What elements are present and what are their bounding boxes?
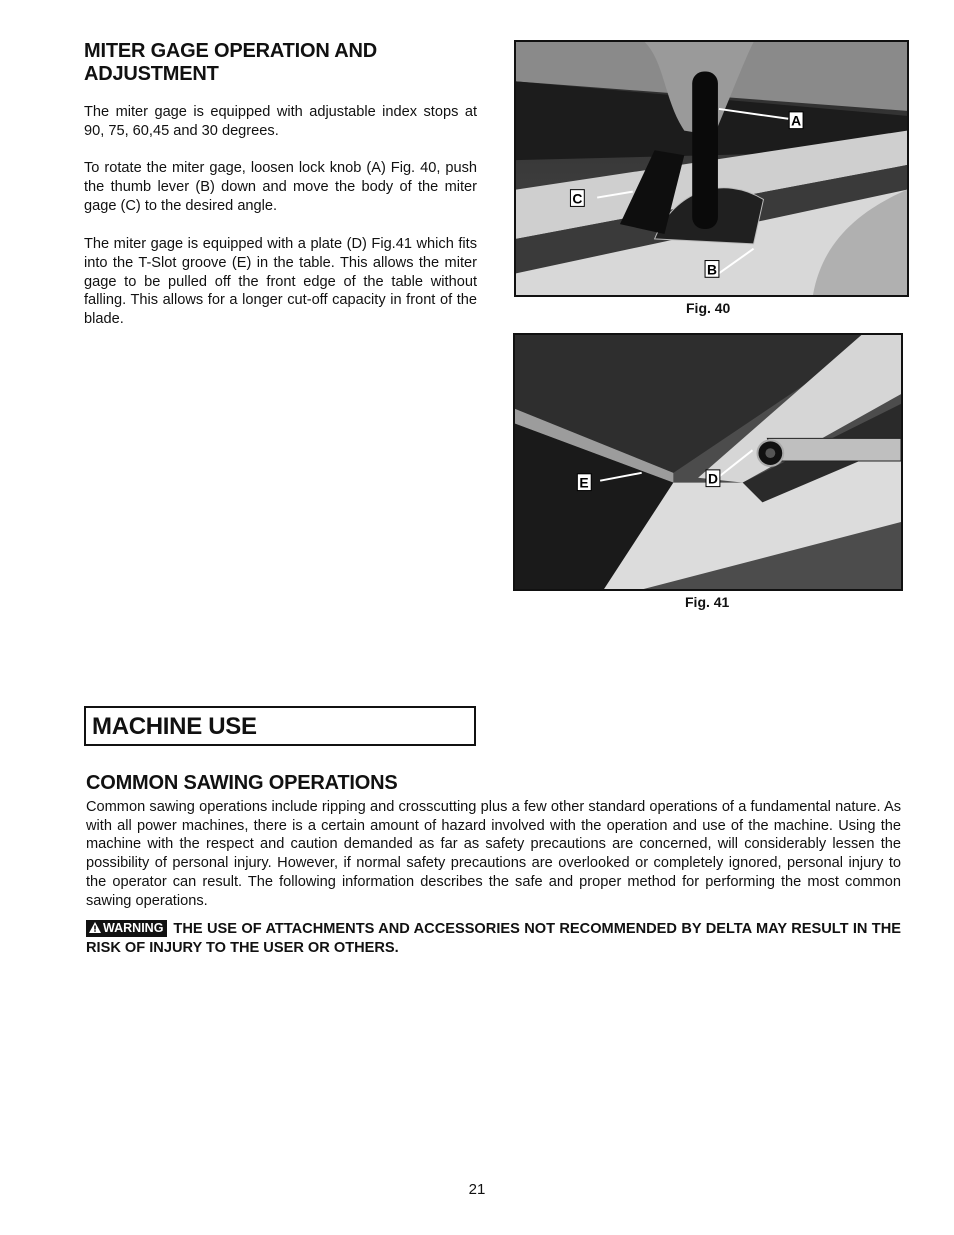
figure-40-caption: Fig. 40 xyxy=(686,300,731,316)
paragraph-index-stops: The miter gage is equipped with adjustable index stops at 90, 75, 60,45 and 30 degrees. xyxy=(84,104,477,139)
warning-block xyxy=(86,920,901,957)
section-heading-miter-gage: MITER GAGE OPERATION AND ADJUSTMENT xyxy=(84,40,377,85)
figure-41-photo xyxy=(513,333,903,591)
section-heading-common-sawing: COMMON SAWING OPERATIONS xyxy=(86,772,398,794)
figure-40-photo xyxy=(514,40,909,297)
machine-use-box xyxy=(84,706,476,746)
warning-triangle-icon xyxy=(89,922,101,933)
machine-use-title: MACHINE USE xyxy=(92,713,257,740)
warning-badge xyxy=(86,920,167,937)
paragraph-common-sawing: Common sawing operations include ripping and crosscutting plus a few other standard operations of a fundamental nature. As with all power machines, there is a certain amount of hazard involved with the operation and use of the machine. Using the machine with the respect and caution demanded as far as safety precautions are concerned, will considerably lessen the possibility of personal injury. However, if normal safety precautions are overlooked or completely ignored, personal injury to the operator can result. The following information describes the safe and proper method for performing the most common sawing operations. xyxy=(86,799,901,909)
warning-text: THE USE OF ATTACHMENTS AND ACCESSORIES NOT RECOMMENDED BY DELTA MAY RESULT IN THE RISK OF INJURY TO THE USER OR OTHERS. xyxy=(86,921,901,956)
warning-badge-label: WARNING xyxy=(103,921,164,935)
fig41-label-d: D xyxy=(708,470,718,487)
fig40-label-a: A xyxy=(791,112,802,129)
fig41-label-e: E xyxy=(579,474,589,491)
fig40-label-b: B xyxy=(707,261,718,278)
paragraph-rotate-gage: To rotate the miter gage, loosen lock knob (A) Fig. 40, push the thumb lever (B) down and move the body of the miter gage (C) to the desired angle. xyxy=(84,160,477,214)
page-number: 21 xyxy=(468,1181,486,1198)
paragraph-plate-tslot: The miter gage is equipped with a plate (D) Fig.41 which fits into the T-Slot groove (E) in the table. This allows the miter gage to be pulled off the front edge of the table without falling. This allows for a longer cut-off capacity in front of the blade. xyxy=(84,236,477,328)
figure-41-caption: Fig. 41 xyxy=(685,594,730,610)
fig40-label-c: C xyxy=(572,190,583,207)
